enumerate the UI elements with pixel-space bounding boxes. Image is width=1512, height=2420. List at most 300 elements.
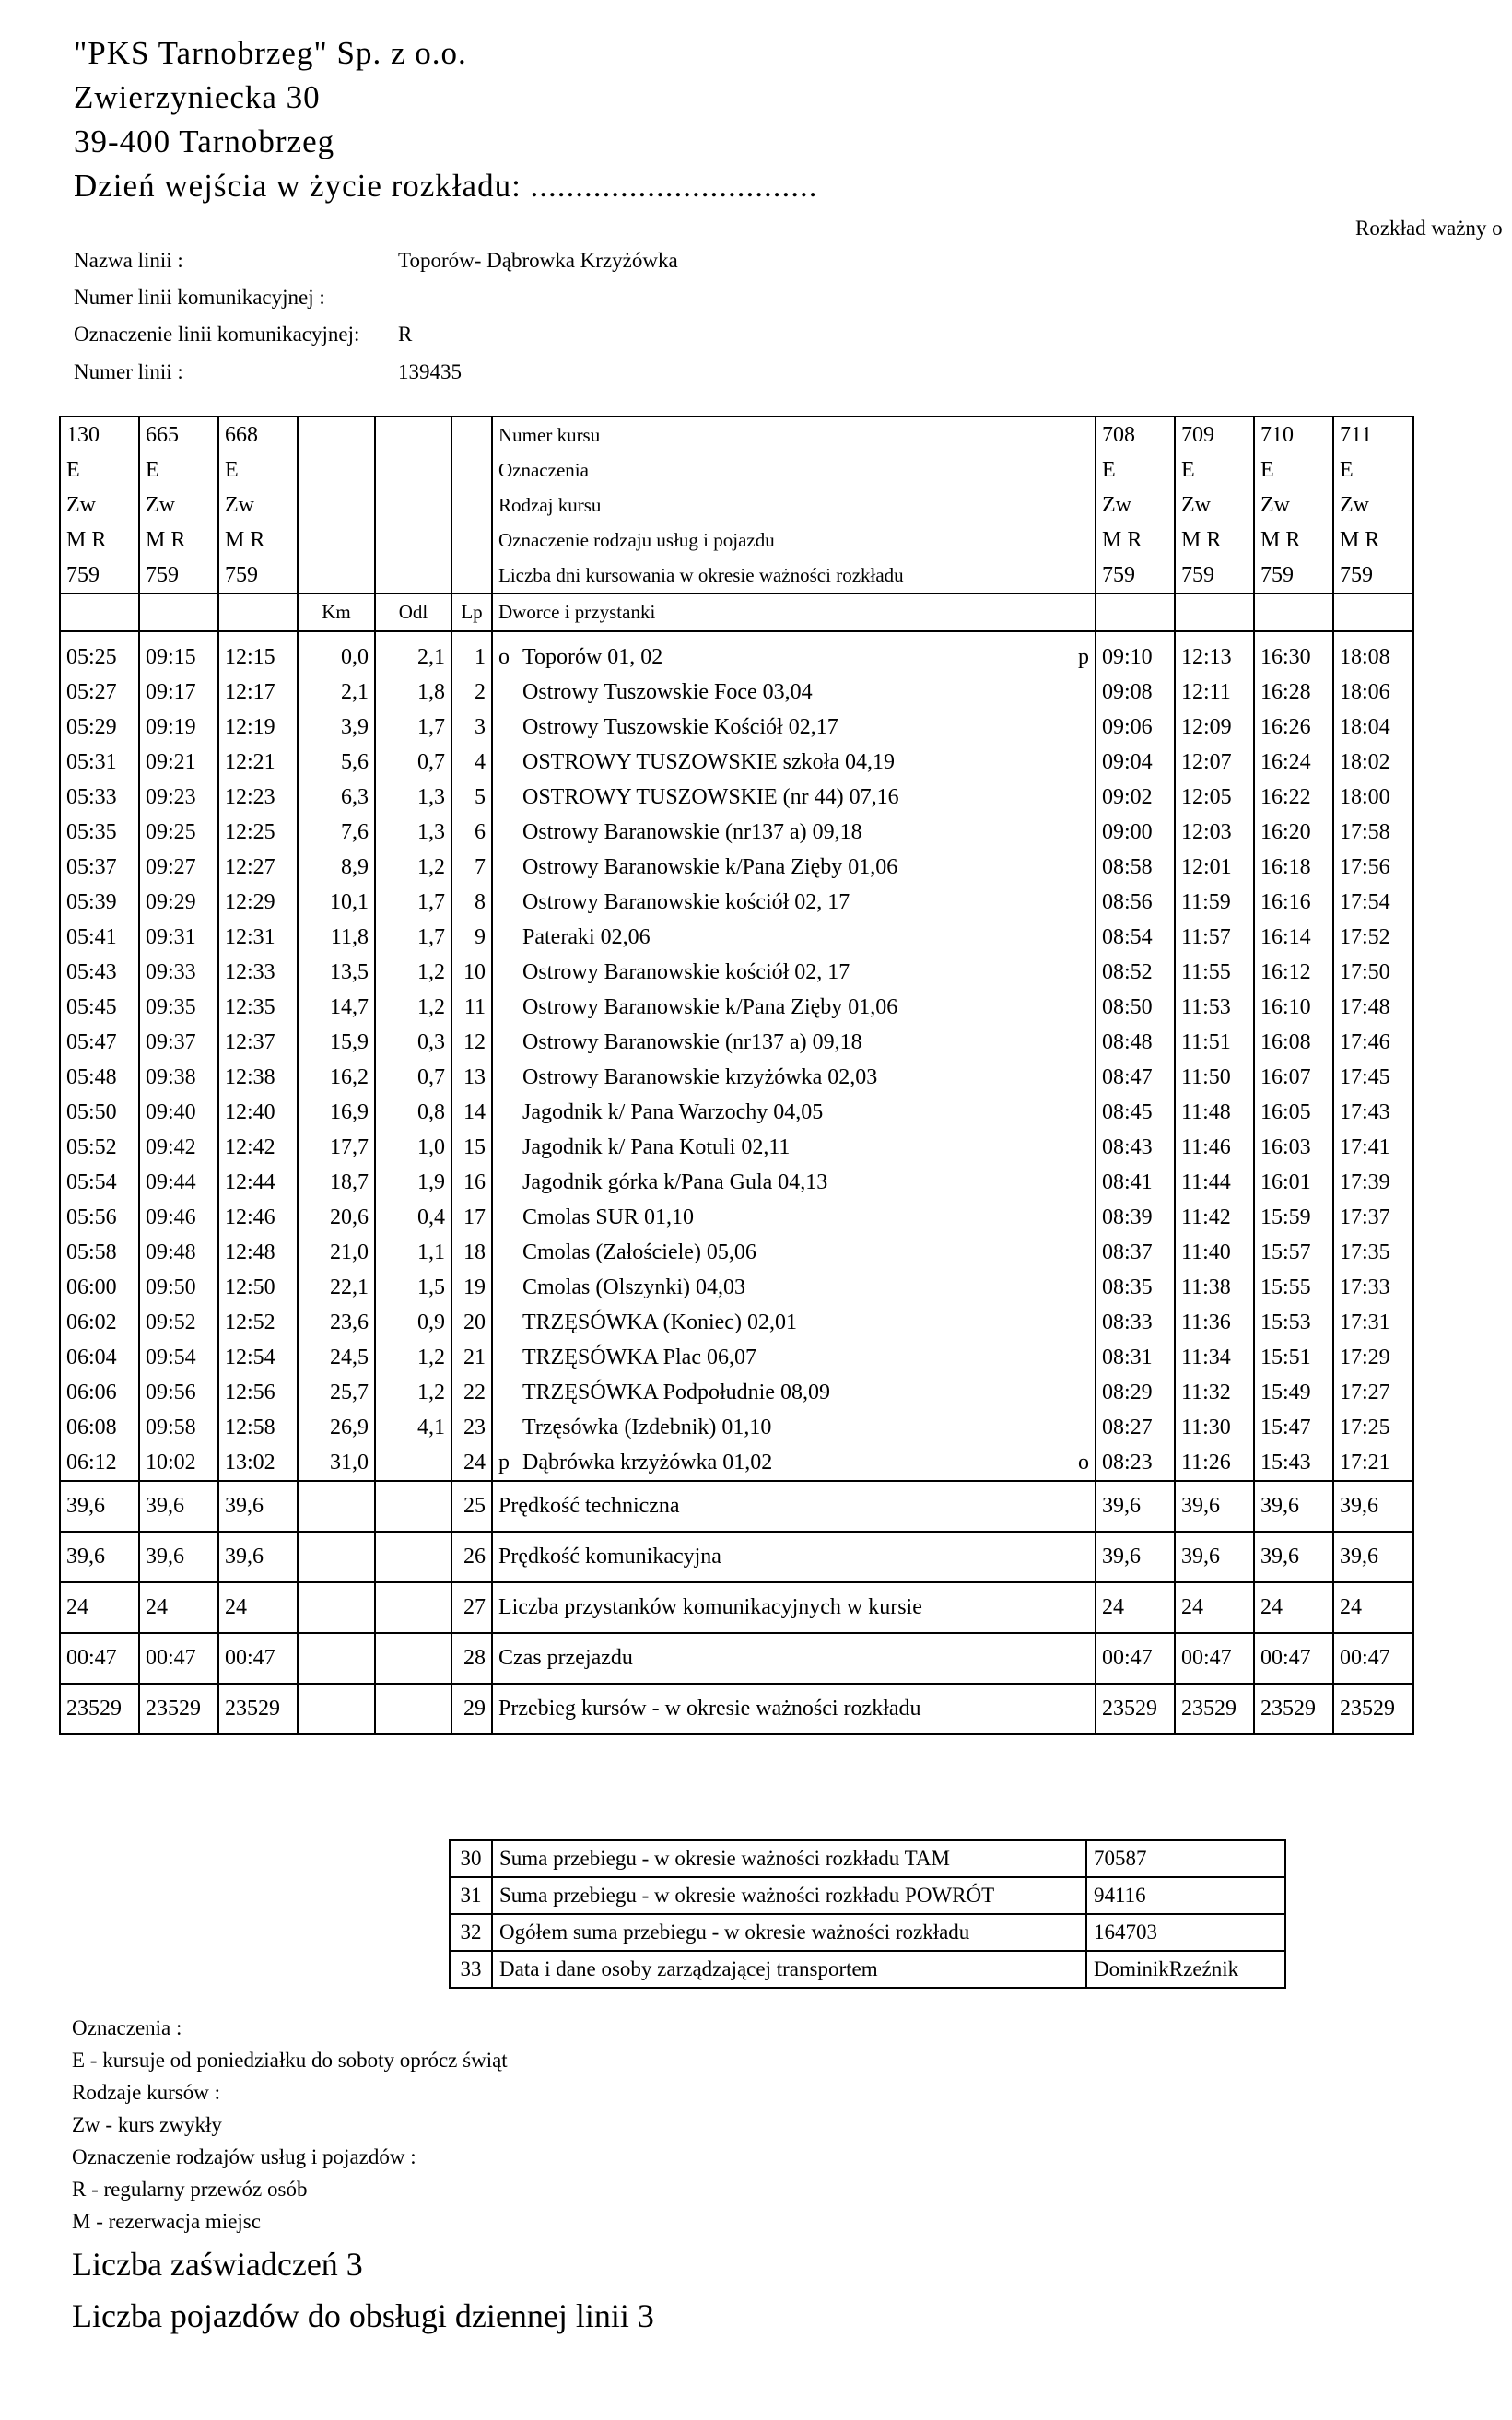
stop-wrap [498,1205,1089,1230]
stop-marker-post [1071,1275,1089,1300]
distance-value: 1,9 [375,1165,451,1200]
stop-wrap [498,1345,1089,1370]
stop-row [60,1060,1413,1095]
return-time: 08:23 [1096,1445,1175,1481]
stop-wrap [498,1380,1089,1405]
return-time: 17:35 [1333,1235,1413,1270]
empty-cell [451,523,492,558]
departure-time: 12:52 [218,1305,298,1340]
departure-time: 09:58 [139,1410,218,1445]
return-time: 12:09 [1175,710,1254,745]
course-header-cell: 759 [139,558,218,593]
return-time: 11:51 [1175,1025,1254,1060]
empty-cell [298,1633,375,1684]
stop-row [60,1340,1413,1375]
return-time: 08:45 [1096,1095,1175,1130]
company-city: 39-400 Tarnobrzeg [74,123,335,159]
return-time: 12:01 [1175,850,1254,885]
stop-row [60,1200,1413,1235]
return-time: 16:08 [1254,1025,1333,1060]
km-value: 8,9 [298,850,375,885]
empty-cell [375,558,451,593]
departure-time: 05:41 [60,920,139,955]
departure-time: 12:27 [218,850,298,885]
stop-marker-pre [498,1170,522,1195]
stop-cell [492,885,1096,920]
return-time: 16:03 [1254,1130,1333,1165]
return-time: 08:56 [1096,885,1175,920]
departure-time: 09:48 [139,1235,218,1270]
stop-marker-post [1071,680,1089,705]
empty-cell [1254,593,1333,631]
return-time: 11:32 [1175,1375,1254,1410]
return-time: 09:06 [1096,710,1175,745]
return-time: 16:05 [1254,1095,1333,1130]
return-time: 15:53 [1254,1305,1333,1340]
empty-cell [492,631,1096,640]
empty-cell [60,631,139,640]
summary-value: 39,6 [139,1532,218,1582]
return-time: 17:48 [1333,990,1413,1025]
return-time: 08:31 [1096,1340,1175,1375]
departure-time: 12:29 [218,885,298,920]
stop-marker-pre [498,1380,522,1405]
departure-time: 09:31 [139,920,218,955]
totals-label: Suma przebiegu - w okresie ważności rozkładu POWRÓT [492,1877,1086,1914]
stop-marker-pre [498,1240,522,1265]
return-time: 11:36 [1175,1305,1254,1340]
course-header-cell: E [1096,452,1175,488]
departure-time: 10:02 [139,1445,218,1481]
empty-cell [375,523,451,558]
stop-name: Ostrowy Baranowskie (nr137 a) 09,18 [522,1029,862,1054]
return-time: 09:08 [1096,675,1175,710]
stop-row [60,1130,1413,1165]
course-header-cell: 668 [218,417,298,452]
stop-marker-post: o [1078,1450,1089,1474]
return-time: 18:08 [1333,640,1413,675]
departure-time: 06:12 [60,1445,139,1481]
stop-cell [492,815,1096,850]
line-name-value: Toporów- Dąbrowka Krzyżówka [398,249,678,272]
km-value: 6,3 [298,780,375,815]
stop-wrap [498,1310,1089,1335]
empty-cell [139,631,218,640]
course-header-cell: E [139,452,218,488]
return-time: 16:01 [1254,1165,1333,1200]
summary-value: 23529 [139,1684,218,1734]
totals-ordinal: 30 [450,1840,492,1877]
course-header-cell: Zw [1333,488,1413,523]
lp-header: Lp [451,593,492,631]
departure-time: 12:19 [218,710,298,745]
line-number-label: Numer linii : [74,360,183,383]
gap-row [60,631,1413,640]
distance-value: 1,1 [375,1235,451,1270]
km-value: 31,0 [298,1445,375,1481]
stop-name: Cmolas (Załościele) 05,06 [522,1239,756,1264]
distance-value: 0,8 [375,1095,451,1130]
empty-cell [298,558,375,593]
return-time: 12:11 [1175,675,1254,710]
departure-time: 09:35 [139,990,218,1025]
stop-cell [492,1375,1096,1410]
departure-time: 12:46 [218,1200,298,1235]
course-header-cell: 759 [1254,558,1333,593]
stop-name: Ostrowy Baranowskie k/Pana Zięby 01,06 [522,854,898,879]
return-time: 09:10 [1096,640,1175,675]
stop-cell [492,745,1096,780]
distance-value: 0,7 [375,1060,451,1095]
stop-name: Jagodnik k/ Pana Warzochy 04,05 [522,1099,824,1124]
stop-cell [492,1130,1096,1165]
stop-cell [492,1445,1096,1481]
return-time: 17:50 [1333,955,1413,990]
departure-time: 06:00 [60,1270,139,1305]
summary-value: 24 [218,1582,298,1633]
stop-marker-post [1071,890,1089,915]
header-row [60,488,1413,523]
km-value: 7,6 [298,815,375,850]
stop-wrap [498,680,1089,705]
summary-value: 24 [1175,1582,1254,1633]
stop-cell [492,1270,1096,1305]
stop-wrap [498,820,1089,845]
empty-cell [375,488,451,523]
empty-cell [218,593,298,631]
header-row [60,417,1413,452]
return-time: 17:33 [1333,1270,1413,1305]
stop-row [60,780,1413,815]
stop-ordinal: 21 [451,1340,492,1375]
stop-marker-post [1071,785,1089,810]
stop-row [60,1445,1413,1481]
return-time: 11:50 [1175,1060,1254,1095]
departure-time: 05:39 [60,885,139,920]
empty-cell [218,631,298,640]
stop-ordinal: 7 [451,850,492,885]
summary-value: 39,6 [218,1532,298,1582]
stop-cell [492,780,1096,815]
comm-mark-label: Oznaczenie linii komunikacyjnej: [74,323,360,346]
departure-time: 12:40 [218,1095,298,1130]
stops-header: Dworce i przystanki [492,593,1096,631]
departure-time: 06:08 [60,1410,139,1445]
legend-line: M - rezerwacja miejsc [72,2210,261,2233]
departure-time: 05:52 [60,1130,139,1165]
return-time: 08:47 [1096,1060,1175,1095]
km-value: 20,6 [298,1200,375,1235]
summary-value: 39,6 [1333,1481,1413,1532]
empty-cell [298,1532,375,1582]
stop-cell [492,1025,1096,1060]
departure-time: 05:56 [60,1200,139,1235]
stop-cell [492,1200,1096,1235]
header-row [60,558,1413,593]
departure-time: 13:02 [218,1445,298,1481]
stop-row [60,850,1413,885]
stop-marker-post [1071,1170,1089,1195]
empty-cell [451,417,492,452]
distance-value: 1,3 [375,815,451,850]
summary-label: Liczba przystanków komunikacyjnych w kursie [492,1582,1096,1633]
vehicles-count: Liczba pojazdów do obsługi dziennej linii 3 [72,2297,654,2334]
stop-marker-pre: o [498,644,510,669]
summary-value: 24 [1096,1582,1175,1633]
departure-time: 05:47 [60,1025,139,1060]
stop-marker-pre [498,785,522,810]
certificates-count: Liczba zaświadczeń 3 [72,2246,363,2283]
stop-marker-pre [498,715,522,740]
return-time: 12:05 [1175,780,1254,815]
stop-row [60,1235,1413,1270]
stop-wrap [498,1135,1089,1160]
stop-cell [492,1410,1096,1445]
stop-row [60,1410,1413,1445]
stop-marker-post [1071,1416,1089,1440]
summary-ordinal: 26 [451,1532,492,1582]
summary-label: Czas przejazdu [492,1633,1096,1684]
departure-time: 12:37 [218,1025,298,1060]
return-time: 17:56 [1333,850,1413,885]
stop-name: Dąbrówka krzyżówka 01,02 [522,1450,773,1474]
return-time: 18:00 [1333,780,1413,815]
stop-wrap [498,1416,1089,1440]
km-value: 2,1 [298,675,375,710]
empty-cell [1333,631,1413,640]
return-time: 11:59 [1175,885,1254,920]
totals-label: Suma przebiegu - w okresie ważności rozkładu TAM [492,1840,1086,1877]
km-value: 13,5 [298,955,375,990]
course-header-cell: E [60,452,139,488]
empty-cell [451,558,492,593]
course-header-cell: 759 [1096,558,1175,593]
summary-label: Prędkość komunikacyjna [492,1532,1096,1582]
return-time: 11:30 [1175,1410,1254,1445]
departure-time: 09:40 [139,1095,218,1130]
summary-value: 39,6 [218,1481,298,1532]
return-time: 17:46 [1333,1025,1413,1060]
totals-row [450,1840,1285,1877]
empty-cell [375,1633,451,1684]
stop-row [60,710,1413,745]
stop-marker-post [1071,1380,1089,1405]
return-time: 16:20 [1254,815,1333,850]
return-time: 17:25 [1333,1410,1413,1445]
stop-marker-pre [498,1065,522,1090]
return-time: 16:16 [1254,885,1333,920]
departure-time: 05:35 [60,815,139,850]
line-number-value: 139435 [398,360,462,383]
stop-wrap [498,1240,1089,1265]
empty-cell [298,631,375,640]
stop-ordinal: 8 [451,885,492,920]
course-header-cell: 759 [60,558,139,593]
stop-name: Ostrowy Baranowskie kościół 02, 17 [522,959,850,984]
return-time: 11:48 [1175,1095,1254,1130]
return-time: 15:59 [1254,1200,1333,1235]
departure-time: 12:48 [218,1235,298,1270]
distance-value: 1,0 [375,1130,451,1165]
stop-wrap [498,1100,1089,1125]
summary-value: 00:47 [1096,1633,1175,1684]
legend-line: Oznaczenie rodzajów usług i pojazdów : [72,2145,416,2168]
stop-marker-pre [498,750,522,775]
empty-cell [298,1481,375,1532]
km-value: 10,1 [298,885,375,920]
km-value: 16,9 [298,1095,375,1130]
stop-wrap [498,890,1089,915]
departure-time: 09:52 [139,1305,218,1340]
course-header-cell: E [1333,452,1413,488]
distance-value: 1,2 [375,990,451,1025]
legend-line: Zw - kurs zwykły [72,2113,222,2136]
stop-marker-post [1071,1345,1089,1370]
stop-marker-post [1071,715,1089,740]
departure-time: 06:06 [60,1375,139,1410]
stop-marker-pre [498,1275,522,1300]
line-name-label: Nazwa linii : [74,249,183,272]
return-time: 17:29 [1333,1340,1413,1375]
departure-time: 09:25 [139,815,218,850]
totals-ordinal: 32 [450,1914,492,1951]
stop-cell [492,1340,1096,1375]
stop-marker-pre [498,960,522,985]
header-row-label: Rodzaj kursu [492,488,1096,523]
stop-name: Cmolas SUR 01,10 [522,1204,695,1229]
empty-cell [375,1582,451,1633]
departure-time: 12:58 [218,1410,298,1445]
totals-label: Data i dane osoby zarządzającej transportem [492,1951,1086,1988]
departure-time: 05:50 [60,1095,139,1130]
distance-value: 2,1 [375,640,451,675]
stop-cell [492,920,1096,955]
summary-row [60,1633,1413,1684]
stop-name: Cmolas (Olszynki) 04,03 [522,1275,745,1299]
return-time: 17:43 [1333,1095,1413,1130]
departure-time: 09:17 [139,675,218,710]
stop-marker-pre [498,890,522,915]
header-row-label: Numer kursu [492,417,1096,452]
return-time: 08:41 [1096,1165,1175,1200]
stop-marker-pre [498,1100,522,1125]
distance-value: 1,3 [375,780,451,815]
summary-label: Przebieg kursów - w okresie ważności rozkładu [492,1684,1096,1734]
return-time: 17:58 [1333,815,1413,850]
empty-cell [375,417,451,452]
course-header-cell: M R [139,523,218,558]
departure-time: 09:56 [139,1375,218,1410]
departure-time: 09:19 [139,710,218,745]
summary-row [60,1532,1413,1582]
departure-time: 05:29 [60,710,139,745]
return-time: 09:00 [1096,815,1175,850]
stop-cell [492,850,1096,885]
stop-row [60,1270,1413,1305]
stop-marker-pre [498,1030,522,1055]
departure-time: 12:15 [218,640,298,675]
totals-value: 94116 [1086,1877,1285,1914]
stop-row [60,1375,1413,1410]
distance-value: 0,9 [375,1305,451,1340]
km-value: 0,0 [298,640,375,675]
stop-marker-pre: p [498,1450,510,1474]
summary-ordinal: 28 [451,1633,492,1684]
summary-value: 23529 [60,1684,139,1734]
empty-cell [451,488,492,523]
stop-ordinal: 4 [451,745,492,780]
stop-ordinal: 17 [451,1200,492,1235]
departure-time: 09:42 [139,1130,218,1165]
stop-row [60,1025,1413,1060]
header-row-label: Oznaczenia [492,452,1096,488]
departure-time: 09:50 [139,1270,218,1305]
departure-time: 12:23 [218,780,298,815]
course-header-cell: 759 [1175,558,1254,593]
km-value: 21,0 [298,1235,375,1270]
departure-time: 12:21 [218,745,298,780]
return-time: 15:55 [1254,1270,1333,1305]
return-time: 17:52 [1333,920,1413,955]
company-street: Zwierzyniecka 30 [74,79,321,115]
return-time: 08:43 [1096,1130,1175,1165]
return-time: 16:18 [1254,850,1333,885]
stop-wrap [498,855,1089,880]
return-time: 18:06 [1333,675,1413,710]
distance-value: 1,2 [375,955,451,990]
stop-ordinal: 11 [451,990,492,1025]
return-time: 15:49 [1254,1375,1333,1410]
stop-ordinal: 23 [451,1410,492,1445]
stop-marker-post [1071,1065,1089,1090]
stop-ordinal: 2 [451,675,492,710]
return-time: 17:39 [1333,1165,1413,1200]
empty-cell [451,452,492,488]
header-row-label: Liczba dni kursowania w okresie ważności rozkładu [492,558,1096,593]
summary-value: 39,6 [1096,1481,1175,1532]
stop-row [60,745,1413,780]
stop-ordinal: 19 [451,1270,492,1305]
departure-time: 12:35 [218,990,298,1025]
summary-value: 39,6 [1175,1532,1254,1582]
stop-name: OSTROWY TUSZOWSKIE szkoła 04,19 [522,749,895,774]
empty-cell [375,1684,451,1734]
stop-ordinal: 1 [451,640,492,675]
distance-value: 1,7 [375,920,451,955]
empty-cell [1254,631,1333,640]
stop-row [60,675,1413,710]
stop-wrap [498,960,1089,985]
departure-time: 05:25 [60,640,139,675]
stop-row [60,955,1413,990]
stop-cell [492,990,1096,1025]
return-time: 17:45 [1333,1060,1413,1095]
stop-marker-post: p [1078,644,1089,669]
stop-marker-post [1071,855,1089,880]
stop-ordinal: 9 [451,920,492,955]
departure-time: 12:33 [218,955,298,990]
stop-wrap [498,1275,1089,1300]
departure-time: 09:44 [139,1165,218,1200]
course-header-cell: M R [1096,523,1175,558]
return-time: 18:02 [1333,745,1413,780]
stop-marker-post [1071,820,1089,845]
summary-row [60,1481,1413,1532]
return-time: 11:55 [1175,955,1254,990]
stop-marker-pre [498,1345,522,1370]
departure-time: 12:42 [218,1130,298,1165]
return-time: 17:37 [1333,1200,1413,1235]
